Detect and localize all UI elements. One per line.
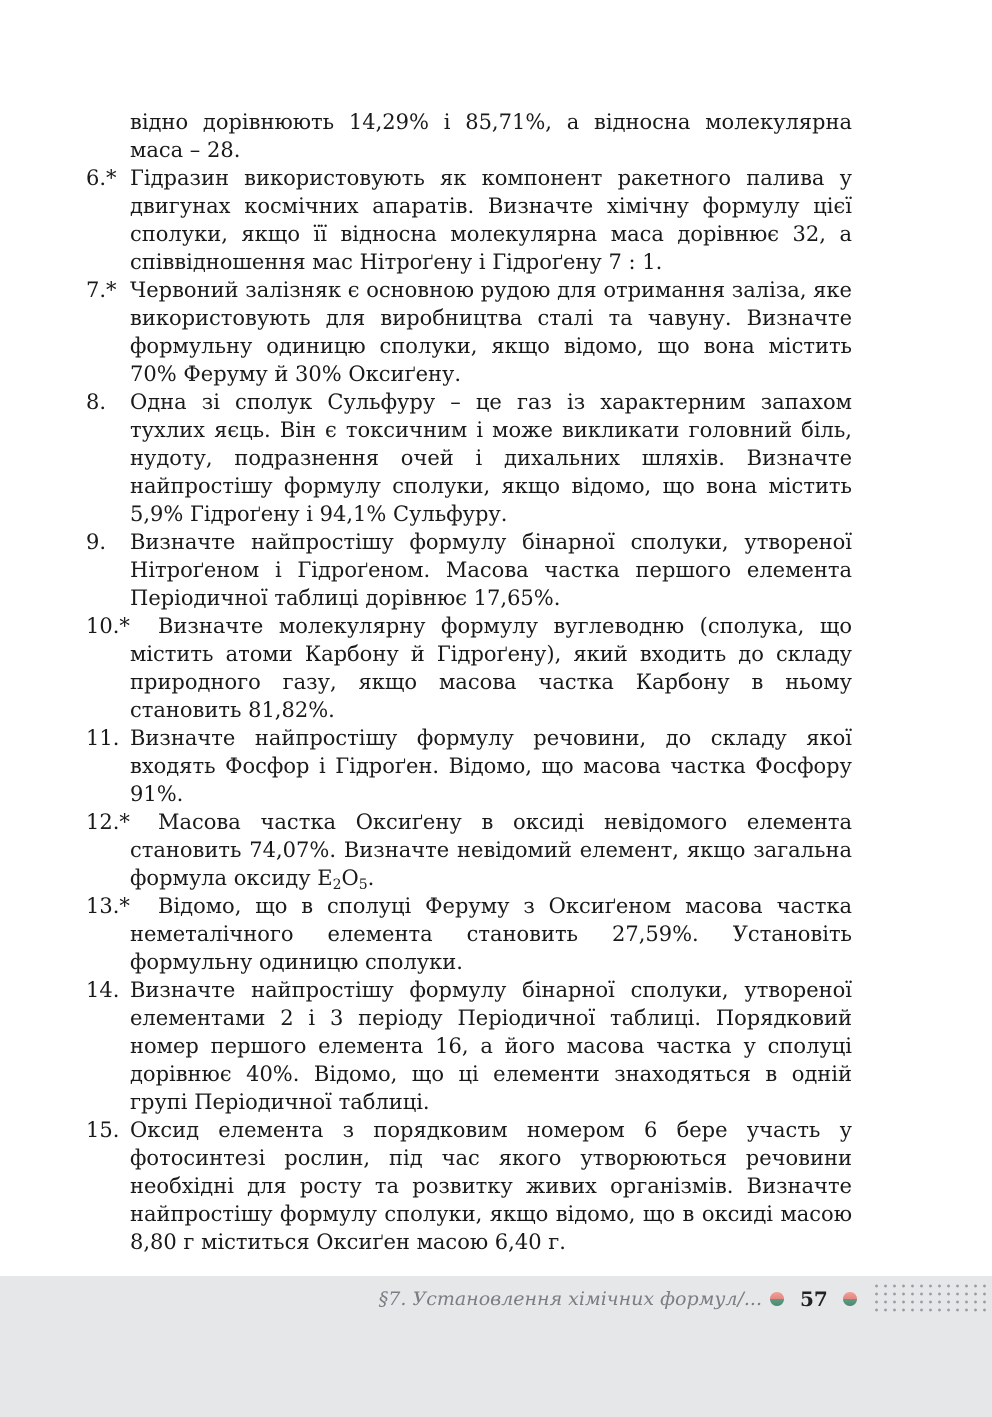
exercise-text: Визначте найпростішу формулу речовини, до складу якої входять Фосфор і Гідроґен. Відомо, що масова частка Фосфору 91%. <box>130 726 852 806</box>
exercise-number: 11. <box>86 726 120 750</box>
exercise-text: Масова частка Оксиґену в оксиді невідомого елемента становить 74,07%. Визначте невідомий елемент, якщо загальна формула оксиду <box>130 810 852 890</box>
exercise-number: 12.* <box>86 810 130 834</box>
formula-oxygen: O <box>341 866 359 890</box>
page-number: 57 <box>800 1287 828 1311</box>
exercise-number: 15. <box>86 1118 120 1142</box>
exercise-9 <box>86 528 852 612</box>
exercise-text: Визначте молекулярну формулу вуглеводню (сполука, що містить атоми Карбону й Гідроґену), який входить до складу природного газу, якщо масова частка Карбону в ньому становить 81,82%. <box>130 614 852 722</box>
page-footer <box>0 1276 992 1417</box>
exercise-text: Одна зі сполук Сульфуру – це газ із характерним запахом тухлих яєць. Він є токсичним і може викликати головний біль, нудоту, подразнення очей і дихальних шляхів. Визначте найпростішу формулу сполуки, якщо відомо, що вона містить 5,9% Гідроґену і 94,1% Сульфуру. <box>130 390 852 526</box>
exercise-text: Відомо, що в сполуці Феруму з Оксиґеном масова частка неметалічного елемента становить 27,59%. Установіть формульну одиницю сполуки. <box>130 894 852 974</box>
continued-paragraph: відно дорівнюють 14,29% і 85,71%, а відносна молекулярна маса – 28. <box>130 110 852 162</box>
exercise-text: Визначте найпростішу формулу бінарної сполуки, утвореної Нітроґеном і Гідроґеном. Масова частка першого елемента Періодичної таблиці дорівнює 17,65%. <box>130 530 852 610</box>
exercise-number: 14. <box>86 978 120 1002</box>
exercise-11 <box>86 724 852 808</box>
dot-pattern-icon <box>872 1282 992 1312</box>
exercise-14 <box>86 976 852 1116</box>
exercise-number: 8. <box>86 390 107 414</box>
exercise-12 <box>86 808 852 892</box>
exercise-number: 10.* <box>86 614 130 638</box>
exercise-number: 9. <box>86 530 107 554</box>
exercise-15 <box>86 1116 852 1256</box>
exercise-text: Визначте найпростішу формулу бінарної сполуки, утвореної елементами 2 і 3 періоду Періодичної таблиці. Порядковий номер першого елемента 16, а його масова частка у сполуці дорівнює 40%. Відомо, що ці елементи знаходяться в одній групі Періодичної таблиці. <box>130 978 852 1114</box>
formula-subscript: 5 <box>358 877 368 893</box>
exercise-number: 6.* <box>86 166 117 190</box>
exercise-8 <box>86 388 852 528</box>
section-title: §7. Установлення хімічних формул/... <box>378 1288 762 1310</box>
exercise-text: Оксид елемента з порядковим номером 6 бере участь у фотосинтезі рослин, під час якого утворюються речовини необхідні для росту та розвитку живих організмів. Визначте найпростішу формулу сполуки, якщо відомо, що в оксиді масою 8,80 г міститься Оксиґен масою 6,40 г. <box>130 1118 852 1254</box>
exercise-10 <box>86 612 852 724</box>
decorative-dot-icon <box>843 1292 857 1306</box>
exercise-number: 13.* <box>86 894 130 918</box>
formula-period: . <box>367 866 375 890</box>
formula-subscript: 2 <box>332 877 342 893</box>
exercise-list <box>86 108 852 1256</box>
decorative-dot-icon <box>770 1292 784 1306</box>
formula-element: E <box>317 866 333 890</box>
exercise-7 <box>86 276 852 388</box>
exercise-number: 7.* <box>86 278 117 302</box>
oxide-formula <box>317 866 375 893</box>
exercise-text: Гідразин використовують як компонент ракетного палива у двигунах космічних апаратів. Визначте хімічну формулу цієї сполуки, якщо її відносна молекулярна маса дорівнює 32, а співвідношення мас Нітроґену і Гідроґену 7 : 1. <box>130 166 852 274</box>
exercise-text: Червоний залізняк є основною рудою для отримання заліза, яке використовують для виробництва сталі та чавуну. Визначте формульну одиницю сполуки, якщо відомо, що вона містить 70% Феруму й 30% Оксиґену. <box>130 278 852 386</box>
exercise-13 <box>86 892 852 976</box>
exercise-6 <box>86 164 852 276</box>
